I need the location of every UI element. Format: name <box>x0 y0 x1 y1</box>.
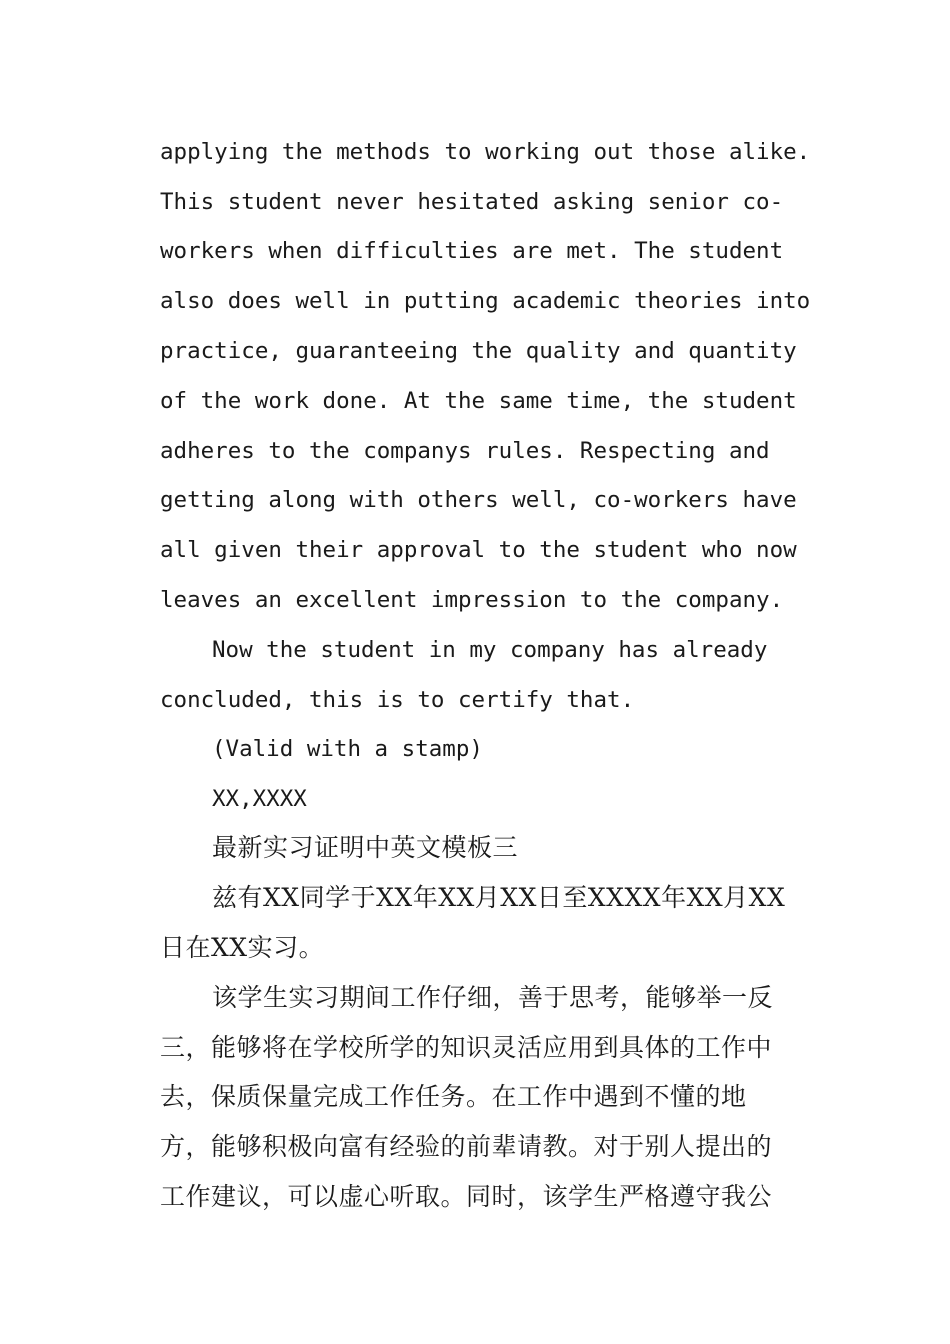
chinese-body-line: 去，保质保量完成工作任务。在工作中遇到不懂的地 <box>160 1082 747 1111</box>
chinese-body-line: 三，能够将在学校所学的知识灵活应用到具体的工作中 <box>160 1033 773 1062</box>
paragraph-line: practice, guaranteeing the quality and quantity <box>160 338 797 364</box>
chinese-intro-line: 日在XX实习。 <box>160 933 325 962</box>
paragraph-line: This student never hesitated asking senior co- <box>160 189 784 215</box>
conclusion-line: concluded, this is to certify that. <box>160 687 635 713</box>
chinese-body-line: 该学生实习期间工作仔细，善于思考，能够举一反 <box>212 983 774 1012</box>
conclusion-line: Now the student in my company has already <box>212 637 768 663</box>
chinese-body-line: 工作建议，可以虚心听取。同时，该学生严格遵守我公 <box>160 1182 773 1211</box>
chinese-body-line: 方，能够积极向富有经验的前辈请教。对于别人提出的 <box>160 1132 773 1161</box>
stamp-note: (Valid with a stamp) <box>212 736 483 762</box>
paragraph-line: leaves an excellent impression to the company. <box>160 587 784 613</box>
paragraph-line: also does well in putting academic theories into <box>160 288 811 314</box>
paragraph-line: applying the methods to working out those alike. <box>160 139 811 165</box>
template-title: 最新实习证明中英文模板三 <box>212 833 519 862</box>
date-line: XX,XXXX <box>212 786 307 812</box>
paragraph-line: getting along with others well, co-workers have <box>160 487 797 513</box>
chinese-intro-line: 兹有XX同学于XX年XX月XX日至XXXX年XX月XX <box>212 883 786 912</box>
paragraph-line: of the work done. At the same time, the student <box>160 388 797 414</box>
paragraph-line: workers when difficulties are met. The student <box>160 238 784 264</box>
paragraph-line: all given their approval to the student who now <box>160 537 797 563</box>
paragraph-line: adheres to the companys rules. Respecting and <box>160 438 770 464</box>
